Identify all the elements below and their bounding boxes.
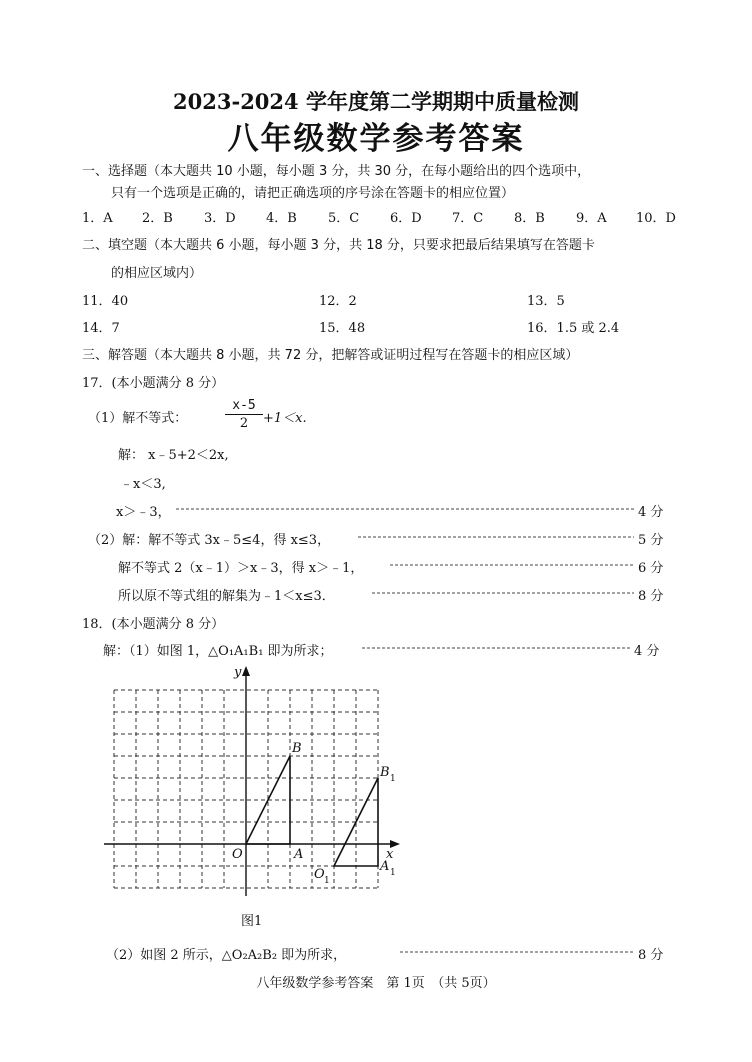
section1-heading: 一、选择题（本大题共 10 小题，每小题 3 分，共 30 分，在每小题给出的四个选项中，: [82, 164, 591, 179]
answer-key-title: 八年级数学参考答案: [227, 121, 525, 157]
q17-step2: ﹣x＜3,: [120, 477, 166, 492]
section2-heading: 二、填空题（本大题共 6 小题，每小题 3 分，共 18 分，只要求把最后结果填写在答题卡: [82, 238, 595, 253]
fill-answer: 12．2: [319, 294, 357, 309]
fill-answer: 13．5: [527, 294, 565, 309]
q17-score-step4: 5 分: [638, 533, 664, 548]
q18-score-part2: 8 分: [638, 948, 664, 963]
section2-heading-cont: 的相应区域内）: [111, 266, 203, 281]
section3-heading: 三、解答题（本大题共 8 小题，共 72 分，把解答或证明过程写在答题卡的相应区域）: [82, 348, 579, 363]
figure-labels: [232, 665, 396, 886]
point-O1-subscript: 1: [324, 876, 330, 886]
q17-part1-label: （1）解不等式：: [88, 411, 188, 426]
choice-answer: 1．A: [82, 211, 113, 226]
q18-part1: 解：（1）如图 1，△O₁A₁B₁ 即为所求；: [103, 644, 333, 659]
fill-answer: 15．48: [319, 321, 366, 336]
coordinate-grid-figure: [100, 660, 410, 900]
exam-title: 2023-2024 学年度第二学期期中质量检测: [173, 89, 579, 114]
q18-part2: （2）如图 2 所示，△O₂A₂B₂ 即为所求，: [106, 948, 347, 963]
choice-answer: 7．C: [452, 211, 484, 226]
q17-title: 17．(本小题满分 8 分）: [82, 376, 225, 391]
point-A1-subscript: 1: [390, 868, 396, 878]
point-O1-label: O: [314, 867, 325, 882]
choice-answer: 8．B: [514, 211, 545, 226]
y-axis-label: y: [234, 665, 242, 680]
q17-score-step6: 8 分: [638, 589, 664, 604]
q17-score-step3: 4 分: [638, 505, 664, 520]
point-B-label: B: [292, 741, 302, 756]
q18-score-part1: 4 分: [634, 644, 660, 659]
point-B1-label: B: [380, 765, 390, 780]
q17-step5: 解不等式 2（x﹣1）＞x﹣3，得 x＞﹣1，: [118, 561, 364, 576]
choice-answer: 9．A: [576, 211, 607, 226]
fill-answer: 11．40: [82, 294, 129, 309]
point-O-label: O: [232, 847, 243, 862]
page-footer: 八年级数学参考答案 第 1页 （共 5页）: [256, 976, 496, 991]
q17-step4: （2）解：解不等式 3x﹣5≤4，得 x≤3，: [88, 533, 331, 548]
q17-score-step5: 6 分: [638, 561, 664, 576]
choice-answer: 4．B: [266, 211, 297, 226]
fill-answer: 16．1.5 或 2.4: [527, 321, 620, 336]
q17-step1: 解： x﹣5+2＜2x,: [118, 448, 229, 463]
point-B1-subscript: 1: [390, 774, 396, 784]
q17-part1-tail: +1＜x.: [263, 411, 307, 426]
x-axis-label: x: [386, 847, 394, 862]
figure-caption: 图1: [241, 914, 263, 929]
y-axis-arrow: [242, 666, 250, 676]
q18-title: 18．(本小题满分 8 分）: [82, 617, 225, 632]
choice-answer: 2．B: [142, 211, 173, 226]
point-A1-label: A: [380, 859, 390, 874]
choice-answer: 10．D: [636, 211, 676, 226]
fraction-numerator: x-5: [225, 398, 263, 415]
choice-answer: 6．D: [390, 211, 422, 226]
choice-answer: 3．D: [204, 211, 236, 226]
q17-step6: 所以原不等式组的解集为﹣1＜x≤3．: [118, 589, 335, 604]
q17-step3: x＞﹣3，: [116, 505, 171, 520]
point-A-label: A: [294, 847, 304, 862]
section1-heading-cont: 只有一个选项是正确的，请把正确选项的序号涂在答题卡的相应位置）: [111, 186, 515, 201]
fraction-denominator: 2: [239, 416, 249, 431]
choice-answer: 5．C: [328, 211, 360, 226]
fill-answer: 14．7: [82, 321, 120, 336]
